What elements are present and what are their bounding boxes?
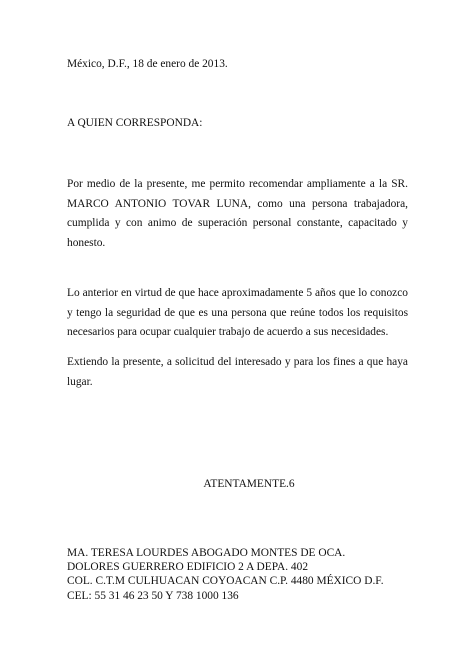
paragraph-line: honesto. [67,236,106,249]
paragraph-acquaintance [67,284,408,343]
paragraph-line: Extiendo la presente, a solicitud del interesado y para los fines a que haya [67,356,408,368]
closing-text: ATENTAMENTE.6 [203,478,295,490]
signature-block [67,546,384,603]
paragraph-line: Lo anterior en virtud de que hace aproximadamente 5 años que lo conozco [67,287,408,299]
signature-address-city: COL. C.T.M CULHUACAN COYOACAN C.P. 4480 MÉXICO D.F. [67,575,384,588]
paragraph-recommendation [67,175,408,253]
paragraph-line: MARCO ANTONIO TOVAR LUNA, como una persona trabajadora, [67,197,408,210]
signature-phone: CEL: 55 31 46 23 50 Y 738 1000 136 [67,589,239,602]
paragraph-line: necesarios para ocupar cualquier trabajo de acuerdo a sus necesidades. [67,326,389,339]
paragraph-line: Por medio de la presente, me permito recomendar ampliamente a la SR. [67,178,408,190]
paragraph-line: y tengo la seguridad de que es una persona que reúne todos los requisitos [67,306,408,319]
paragraph-extension [67,353,408,392]
salutation: A QUIEN CORRESPONDA: [67,117,203,129]
paragraph-line: lugar. [67,375,93,388]
signature-name: MA. TERESA LOURDES ABOGADO MONTES DE OCA. [67,547,346,559]
date-line: México, D.F., 18 de enero de 2013. [67,58,228,70]
paragraph-line: cumplida y con animo de superación personal constante, capacitado y [67,217,408,230]
signature-address-street: DOLORES GUERRERO EDIFICIO 2 A DEPA. 402 [67,561,309,574]
closing-line [0,478,474,490]
